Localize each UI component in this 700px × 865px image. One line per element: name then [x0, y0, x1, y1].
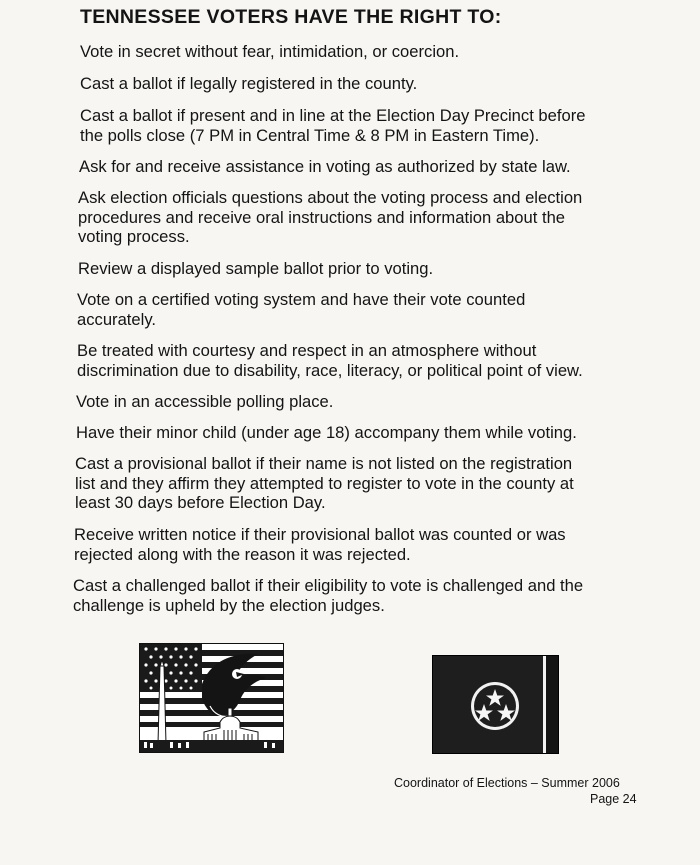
- right-item: [77, 290, 525, 329]
- right-line: Ask election officials questions about the voting process and election: [78, 188, 583, 207]
- right-line: Receive written notice if their provisional ballot was counted or was: [74, 525, 566, 544]
- right-item: [79, 157, 571, 177]
- footer-page-number: Page 24: [590, 792, 637, 806]
- right-item: [77, 341, 583, 380]
- right-item: [76, 392, 333, 412]
- right-line: Ask for and receive assistance in voting as authorized by state law.: [79, 157, 571, 176]
- right-line: Cast a provisional ballot if their name is not listed on the registration: [75, 454, 573, 473]
- footer-office: Coordinator of Elections – Summer 2006: [394, 776, 620, 790]
- right-line: rejected along with the reason it was rejected.: [74, 544, 411, 564]
- us-flag-eagle-capitol-icon: [139, 643, 284, 753]
- tennessee-flag-icon: [432, 655, 559, 754]
- tennessee-flag-art: [433, 656, 558, 753]
- right-line: list and they affirm they attempted to register to vote in the county at: [75, 473, 574, 493]
- right-item: [80, 106, 585, 145]
- right-line: discrimination due to disability, race, literacy, or political point of view.: [77, 360, 583, 380]
- right-line: voting process.: [78, 227, 190, 246]
- page-heading: TENNESSEE VOTERS HAVE THE RIGHT TO:: [80, 6, 502, 28]
- right-line: challenge is upheld by the election judges.: [73, 595, 385, 615]
- right-item: [76, 423, 577, 443]
- right-line: procedures and receive oral instructions and information about the: [78, 207, 566, 227]
- right-line: Cast a ballot if legally registered in the county.: [80, 74, 418, 93]
- right-item: [74, 525, 566, 564]
- right-item: [75, 454, 574, 513]
- right-item: [80, 74, 417, 94]
- us-flag-eagle-capitol-art: [140, 644, 283, 752]
- right-item: [78, 188, 582, 247]
- right-item: [73, 576, 583, 615]
- right-line: the polls close (7 PM in Central Time & 8 PM in Eastern Time).: [80, 125, 540, 145]
- right-line: Have their minor child (under age 18) accompany them while voting.: [76, 423, 577, 442]
- right-line: Cast a challenged ballot if their eligibility to vote is challenged and the: [73, 576, 584, 595]
- right-line: Vote on a certified voting system and have their vote counted: [77, 290, 526, 309]
- right-line: accurately.: [77, 309, 157, 329]
- right-item: [78, 259, 433, 279]
- right-line: Vote in an accessible polling place.: [76, 392, 334, 411]
- right-line: Be treated with courtesy and respect in an atmosphere without: [77, 341, 537, 360]
- right-item: [80, 42, 459, 62]
- right-line: Cast a ballot if present and in line at the Election Day Precinct before: [80, 106, 586, 125]
- right-line: Vote in secret without fear, intimidation, or coercion.: [80, 42, 460, 61]
- right-line: least 30 days before Election Day.: [75, 493, 326, 512]
- right-line: Review a displayed sample ballot prior to voting.: [78, 259, 434, 278]
